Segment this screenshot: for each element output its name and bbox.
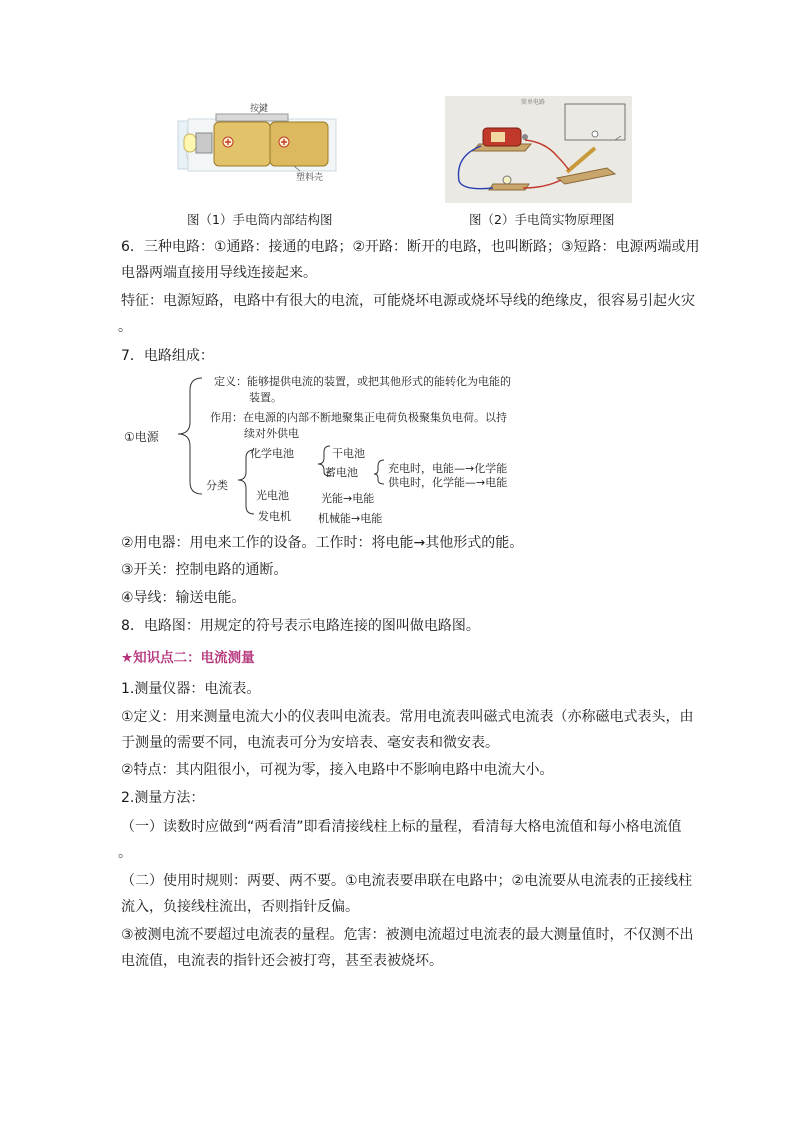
tree-discharging: 供电时，化学能—→电能 <box>388 476 508 489</box>
reading-rule-tail: 。 <box>118 845 132 861</box>
figure2-caption: 图（2）手电筒实物原理图 <box>469 212 615 227</box>
switch-item: ③开关：控制电路的通断。 <box>121 562 288 578</box>
tree-generator: 发电机 <box>258 510 291 523</box>
flashlight-shell-label: 塑料壳 <box>296 173 324 183</box>
circuit-diagram-label: 简单电路 <box>521 99 546 106</box>
appliance-item: ②用电器：用电来工作的设备。工作时：将电能→其他形式的能。 <box>121 535 524 551</box>
reading-rule: （一）读数时应做到“两看清”即看清接线柱上标的量程，看清每大格电流值和每小格电流值 <box>121 819 682 835</box>
wire-item: ④导线：输送电能。 <box>121 590 246 606</box>
circuit-composition-title: 7．电路组成： <box>121 348 214 364</box>
usage-rule: （二）使用时规则：两要、两不要。①电流表要串联在电路中；②电流要从电流表的正接线柱流入，负接线柱流出，否则指针反偏。 <box>121 873 693 915</box>
ammeter-feature: ②特点：其内阻很小，可视为零，接入电路中不影响电路中电流大小。 <box>121 762 554 778</box>
tree-definition-line2: 装置。 <box>249 391 282 404</box>
tree-function-line1: 作用：在电源的内部不断地聚集正电荷负极聚集负电荷。以持 <box>210 411 507 424</box>
tree-root-power-source: ①电源 <box>124 430 159 444</box>
tree-storage-battery: 蓄电池 <box>325 466 358 479</box>
tree-charging: 充电时，电能—→化学能 <box>388 462 508 475</box>
three-circuits-paragraph: 6．三种电路：①通路：接通的电路；②开路：断开的电路，也叫断路；③短路：电源两端或用电器两端直接用导线连接起来。 <box>121 239 700 281</box>
overrange-warning: ③被测电流不要超过电流表的量程。危害：被测电流超过电流表的最大测量值时，不仅测不出电流值，电流表的指针还会被打弯，甚至表被烧坏。 <box>121 927 694 969</box>
power-source-brace-tree <box>170 370 470 530</box>
measuring-instrument: 1.测量仪器：电流表。 <box>121 681 261 697</box>
circuit-diagram-definition: 8．电路图：用规定的符号表示电路连接的图叫做电路图。 <box>121 618 480 634</box>
tree-function-line2: 续对外供电 <box>244 427 299 440</box>
tree-chemical-battery: 化学电池 <box>250 447 294 460</box>
tree-photocell: 光电池 <box>256 489 289 502</box>
tree-mechanical-to-electric: 机械能→电能 <box>318 512 383 525</box>
knowledge-point-2-heading: ★知识点二：电流测量 <box>121 650 255 666</box>
tree-classification: 分类 <box>206 479 228 492</box>
figure-flashlight-principle <box>445 96 632 203</box>
short-circuit-feature-tail: 。 <box>118 319 132 335</box>
measuring-method: 2.测量方法： <box>121 790 205 806</box>
flashlight-principle-image <box>445 96 632 203</box>
tree-dry-cell: 干电池 <box>332 447 365 460</box>
tree-definition-line1: 定义：能够提供电流的装置，或把其他形式的能转化为电能的 <box>214 375 511 388</box>
ammeter-definition: ①定义：用来测量电流大小的仪表叫电流表。常用电流表叫磁式电流表（亦称磁电式表头，由于测量的需要不同，电流表可分为安培表、毫安表和微安表。 <box>121 709 694 751</box>
flashlight-button-label: 按键 <box>250 104 269 114</box>
short-circuit-feature: 特征：电源短路，电路中有很大的电流，可能烧坏电源或烧坏导线的绝缘皮，很容易引起火灾 <box>121 293 695 309</box>
tree-light-to-electric: 光能→电能 <box>321 492 375 505</box>
figure1-caption: 图（1）手电筒内部结构图 <box>187 212 333 227</box>
